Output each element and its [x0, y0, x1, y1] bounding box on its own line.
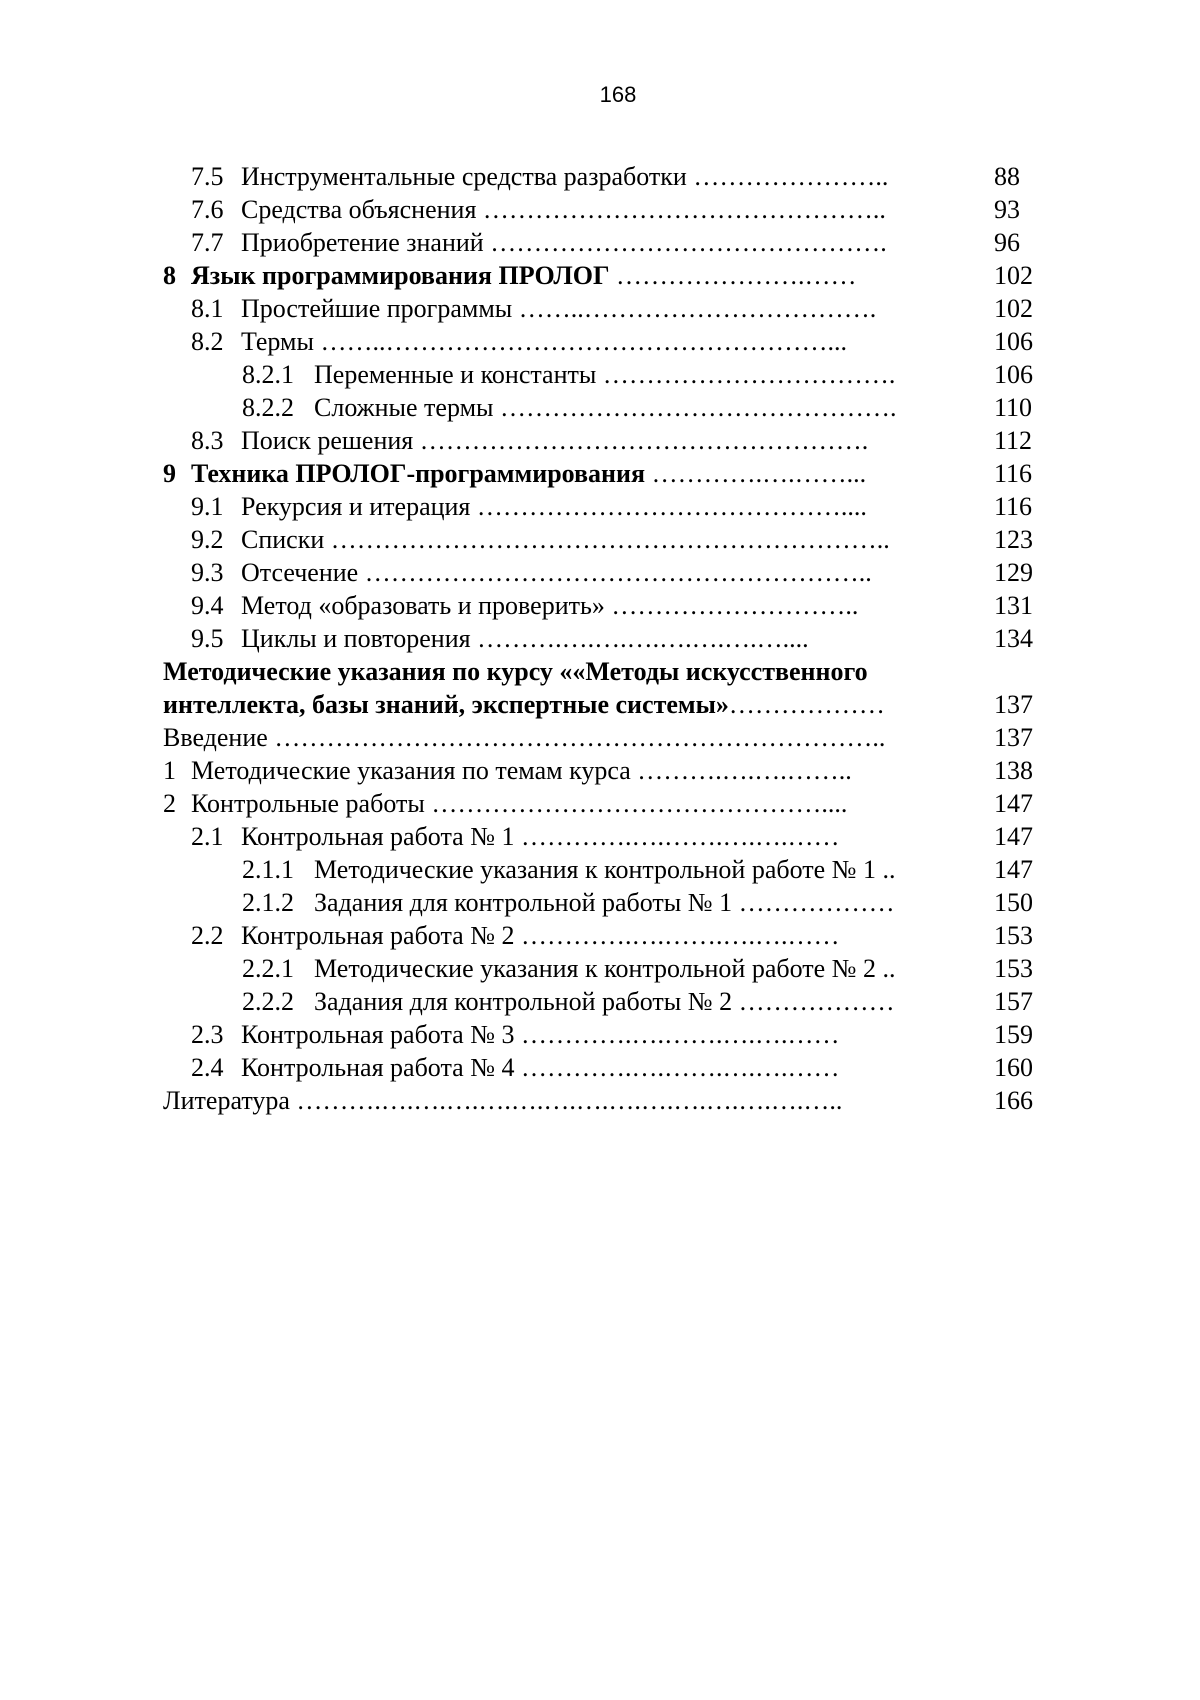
toc-entry-number: 7.7: [191, 228, 224, 257]
toc-entry-title: Литература: [163, 1086, 290, 1115]
toc-entry-page: 129: [994, 558, 1033, 587]
toc-entry-number: 9.1: [191, 492, 224, 521]
toc-leader-dots: ………………: [728, 690, 885, 719]
toc-entry-page: 112: [994, 426, 1033, 455]
toc-entry-number: 8.1: [191, 294, 224, 323]
toc-entry-text: [191, 424, 868, 457]
toc-entry-number: 8.2.2: [242, 393, 294, 422]
toc-entry: [0, 985, 1200, 1018]
toc-entry-title: Простейшие программы: [241, 294, 513, 323]
toc-entry-title: интеллекта, базы знаний, экспертные системы»: [163, 690, 729, 719]
toc-entry: [0, 358, 1200, 391]
toc-entry-page: 137: [994, 723, 1033, 752]
toc-entry-number: 9.2: [191, 525, 224, 554]
toc-entry: [0, 622, 1200, 655]
toc-leader-dots: ………………: [732, 987, 895, 1016]
toc-leader-dots: ……….….….….….….….…....: [470, 624, 809, 653]
toc-entry: [0, 754, 1200, 787]
toc-leader-dots: …………………………….: [596, 360, 896, 389]
toc-entry: [0, 424, 1200, 457]
toc-entry: [0, 853, 1200, 886]
toc-entry-title: Термы: [241, 327, 314, 356]
toc-entry-text: [191, 622, 809, 655]
toc-entry-title: Язык программирования ПРОЛОГ: [191, 261, 610, 290]
toc-entry-page: 150: [994, 888, 1033, 917]
toc-leader-dots: …………………………………………………..: [358, 558, 872, 587]
toc-entry-title: Контрольная работа № 3: [241, 1020, 515, 1049]
toc-entry-title: Методические указания к контрольной работе № 1: [314, 855, 876, 884]
toc-entry: [0, 259, 1200, 292]
toc-entry-text: [242, 358, 895, 391]
toc-leader-dots: ……..…………………………….: [512, 294, 877, 323]
toc-entry-text: [191, 1051, 840, 1084]
toc-entry-text: [191, 292, 876, 325]
toc-entry-number: 7.6: [191, 195, 224, 224]
toc-entry: [0, 1084, 1200, 1117]
toc-entry: [0, 787, 1200, 820]
toc-entry-title: Техника ПРОЛОГ-программирования: [191, 459, 646, 488]
toc-entry-page: 96: [994, 228, 1020, 257]
toc-entry-page: 137: [994, 690, 1033, 719]
toc-entry-number: 1: [163, 756, 176, 785]
toc-entry-title: Методические указания по курсу ««Методы искусственного: [163, 657, 868, 686]
toc-entry-title: Задания для контрольной работы № 1: [314, 888, 733, 917]
toc-entry-page: 147: [994, 855, 1033, 884]
toc-entry-text: [242, 886, 895, 919]
toc-entry-text: [191, 160, 888, 193]
toc-entry-title: Контрольная работа № 4: [241, 1053, 515, 1082]
toc-entry-page: 93: [994, 195, 1020, 224]
toc-entry-number: 2.1.2: [242, 888, 294, 917]
toc-entry-text: [163, 655, 868, 688]
toc-leader-dots: ………………………………………………………..: [324, 525, 890, 554]
toc-entry-text: [163, 259, 857, 292]
toc-leader-dots: ……………………………………….: [483, 228, 887, 257]
toc-entry-title: Отсечение: [241, 558, 359, 587]
toc-entry-page: 106: [994, 327, 1033, 356]
toc-entry-page: 138: [994, 756, 1033, 785]
toc-entry-number: 9.5: [191, 624, 224, 653]
toc-entry-text: [242, 853, 895, 886]
toc-entry-page: 147: [994, 789, 1033, 818]
toc-leader-dots: ..: [875, 855, 896, 884]
toc-entry: [0, 523, 1200, 556]
toc-leader-dots: ……………………………………….: [493, 393, 897, 422]
toc-entry: [0, 457, 1200, 490]
toc-entry-number: 7.5: [191, 162, 224, 191]
toc-leader-dots: ………….….…….….….……: [514, 822, 840, 851]
toc-leader-dots: ………….….……...: [645, 459, 867, 488]
toc-leader-dots: ………………………………………..: [476, 195, 886, 224]
toc-leader-dots: ………………: [732, 888, 895, 917]
toc-entry-text: [191, 226, 887, 259]
toc-entry: [0, 655, 1200, 688]
toc-entry-number: 9.3: [191, 558, 224, 587]
toc-entry: [0, 391, 1200, 424]
toc-entry-number: 2.1: [191, 822, 224, 851]
toc-entry: [0, 886, 1200, 919]
toc-entry-title: Поиск решения: [241, 426, 414, 455]
toc-entry-page: 157: [994, 987, 1033, 1016]
toc-entry: [0, 292, 1200, 325]
toc-entry-number: 2.2: [191, 921, 224, 950]
toc-entry-page: 123: [994, 525, 1033, 554]
toc-entry-title: Циклы и повторения: [241, 624, 471, 653]
toc-leader-dots: ……..……………………………………………...: [313, 327, 847, 356]
toc-entry-page: 106: [994, 360, 1033, 389]
toc-entry-title: Контрольная работа № 2: [241, 921, 515, 950]
toc-entry: [0, 490, 1200, 523]
toc-leader-dots: ………………….……: [609, 261, 857, 290]
toc-entry: [0, 919, 1200, 952]
toc-entry-text: [191, 1018, 840, 1051]
toc-leader-dots: ………….….…….….….……: [514, 1020, 840, 1049]
toc-leader-dots: ………………………………………....: [424, 789, 848, 818]
toc-entry-number: 2: [163, 789, 176, 818]
toc-entry: [0, 193, 1200, 226]
toc-entry-text: [242, 391, 897, 424]
toc-entry-number: 8.2.1: [242, 360, 294, 389]
toc-entry-page: 110: [994, 393, 1033, 422]
toc-leader-dots: ……….….….….….….….….….….….….….….…..: [289, 1086, 843, 1115]
toc-entry-title: Средства объяснения: [241, 195, 477, 224]
toc-entry-title: Контрольная работа № 1: [241, 822, 515, 851]
toc-entry-page: 88: [994, 162, 1020, 191]
toc-entry-title: Переменные и константы: [314, 360, 597, 389]
toc-entry-title: Рекурсия и итерация: [241, 492, 471, 521]
toc-entry-title: Приобретение знаний: [241, 228, 484, 257]
toc-entry-page: 134: [994, 624, 1033, 653]
toc-entry: [0, 325, 1200, 358]
toc-entry-number: 2.4: [191, 1053, 224, 1082]
toc-entry-number: 9.4: [191, 591, 224, 620]
toc-entry-number: 8.2: [191, 327, 224, 356]
toc-entry: [0, 226, 1200, 259]
toc-entry-text: [191, 556, 872, 589]
toc-entry-text: [163, 688, 885, 721]
toc-leader-dots: ……………………………………....: [470, 492, 867, 521]
toc-entry-text: [191, 490, 867, 523]
toc-entry: [0, 1051, 1200, 1084]
toc-entry-page: 166: [994, 1086, 1033, 1115]
toc-entry: [0, 820, 1200, 853]
toc-entry-page: 131: [994, 591, 1033, 620]
toc-leader-dots: ..: [875, 954, 896, 983]
toc-entry: [0, 1018, 1200, 1051]
toc-entry-text: [191, 523, 890, 556]
toc-entry: [0, 160, 1200, 193]
toc-leader-dots: …………………………………………….: [413, 426, 869, 455]
toc-entry-page: 147: [994, 822, 1033, 851]
toc-entry-title: Метод «образовать и проверить»: [241, 591, 605, 620]
toc-entry-number: 2.2.1: [242, 954, 294, 983]
toc-entry-page: 116: [994, 492, 1033, 521]
page-number: 168: [599, 82, 637, 107]
toc-entry: [0, 721, 1200, 754]
toc-entry-text: [191, 820, 840, 853]
toc-entry-number: 2.3: [191, 1020, 224, 1049]
toc-entry-text: [191, 193, 886, 226]
toc-entry-text: [191, 589, 858, 622]
toc-entry: [0, 688, 1200, 721]
toc-entry-number: 8: [163, 261, 176, 290]
toc-entry-number: 2.2.2: [242, 987, 294, 1016]
toc-entry-text: [163, 457, 866, 490]
toc-entry-text: [163, 721, 885, 754]
toc-entry-title: Контрольные работы: [191, 789, 425, 818]
toc-entry-title: Методические указания к контрольной работе № 2: [314, 954, 876, 983]
toc-entry-page: 102: [994, 294, 1033, 323]
toc-entry-text: [191, 919, 840, 952]
toc-entry-text: [242, 985, 895, 1018]
toc-entry-page: 159: [994, 1020, 1033, 1049]
toc-entry-text: [163, 1084, 842, 1117]
toc-entry: [0, 589, 1200, 622]
toc-entry-title: Инструментальные средства разработки: [241, 162, 687, 191]
toc-entry-page: 153: [994, 921, 1033, 950]
toc-entry-page: 160: [994, 1053, 1033, 1082]
toc-leader-dots: ……….….….……..: [630, 756, 852, 785]
toc-entry-page: 116: [994, 459, 1033, 488]
toc-leader-dots: ………………………..: [604, 591, 859, 620]
toc-entry: [0, 952, 1200, 985]
toc-entry-text: [242, 952, 895, 985]
toc-entry-text: [163, 787, 847, 820]
toc-leader-dots: ………….….…….….….……: [514, 1053, 840, 1082]
toc-entry-title: Задания для контрольной работы № 2: [314, 987, 733, 1016]
toc-entry-number: 2.1.1: [242, 855, 294, 884]
toc-entry-page: 153: [994, 954, 1033, 983]
toc-leader-dots: ……………………………………………………………..: [267, 723, 886, 752]
toc-entry-text: [191, 325, 847, 358]
toc-entry-number: 9: [163, 459, 176, 488]
toc-entry-title: Списки: [241, 525, 325, 554]
toc-entry-title: Методические указания по темам курса: [191, 756, 631, 785]
toc-entry-title: Введение: [163, 723, 268, 752]
toc-entry-number: 8.3: [191, 426, 224, 455]
toc-leader-dots: ………….….…….….….……: [514, 921, 840, 950]
toc-entry-title: Сложные термы: [314, 393, 494, 422]
toc-entry: [0, 556, 1200, 589]
toc-entry-text: [163, 754, 852, 787]
table-of-contents: [0, 160, 1200, 1117]
toc-leader-dots: …………………..: [686, 162, 889, 191]
toc-entry-page: 102: [994, 261, 1033, 290]
